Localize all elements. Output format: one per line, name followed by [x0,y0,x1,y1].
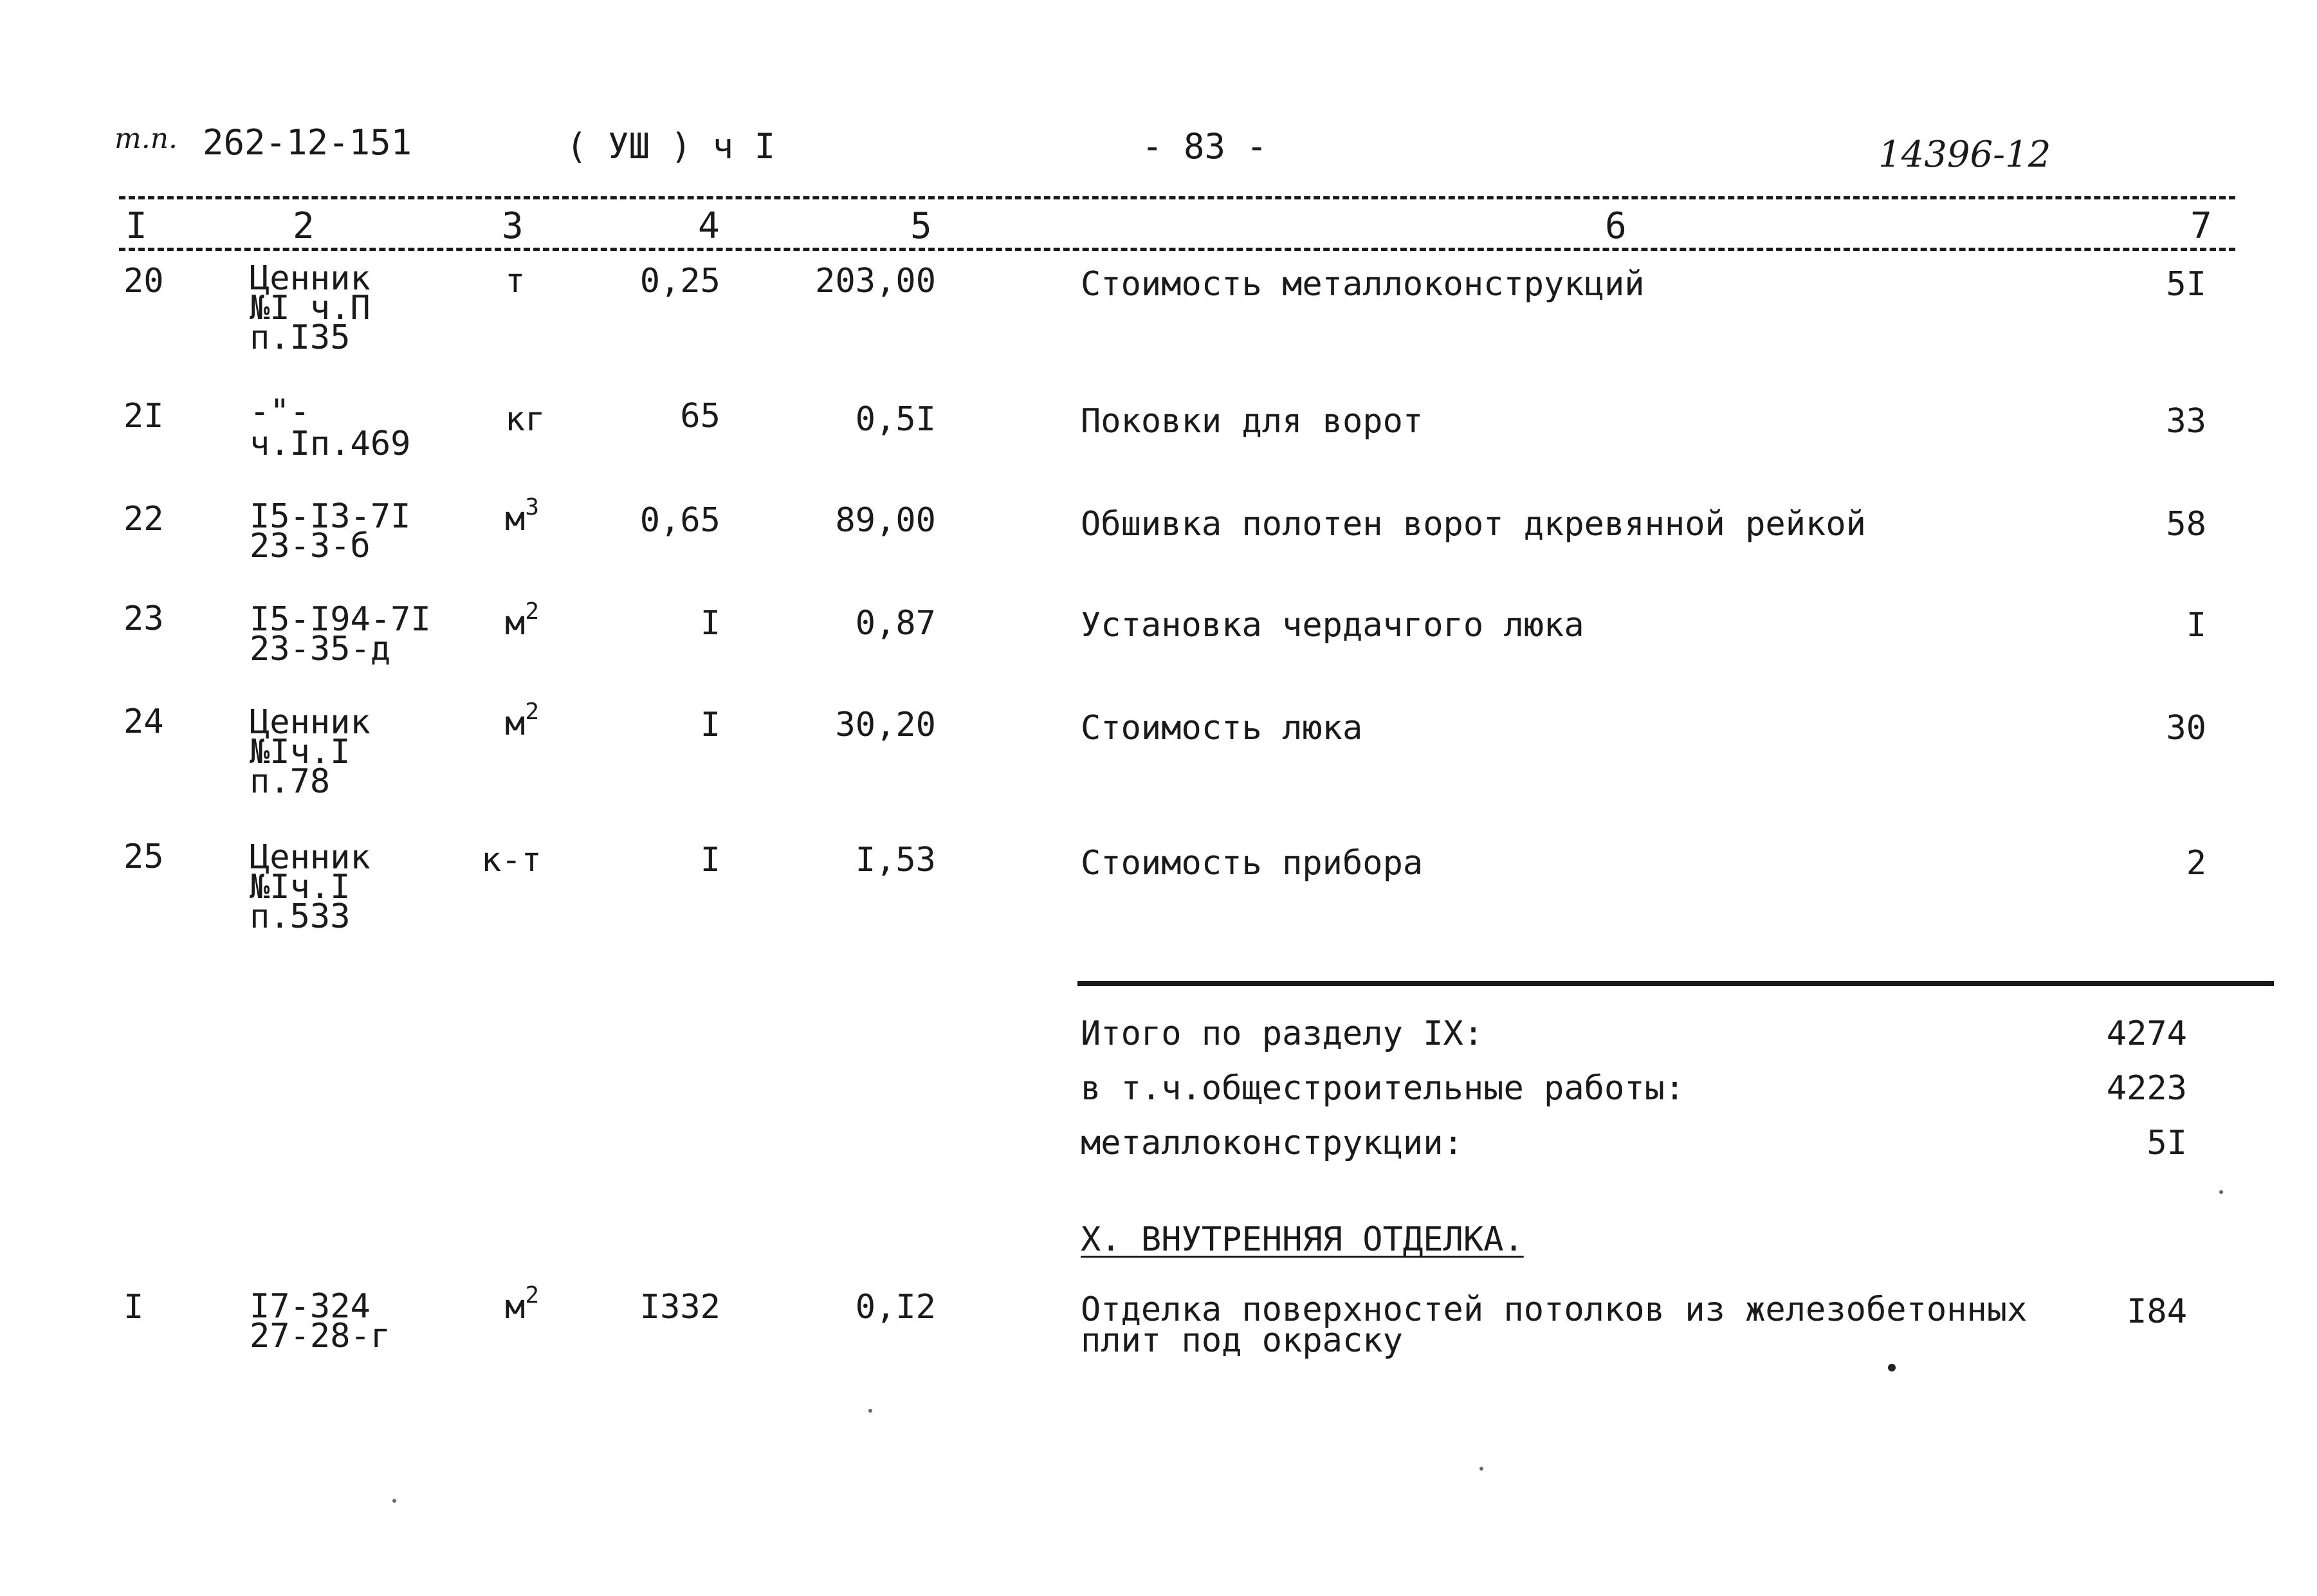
unit-exponent: 2 [525,598,539,625]
row-description-line: плит под окраску [1081,1321,1403,1360]
row-description: Стоимость люка [1081,709,1363,748]
unit-text: м [505,704,526,743]
row-code [250,838,371,936]
row-description [1081,1290,2028,1360]
scan-speck [1479,1467,1483,1471]
row-unit: кг [505,400,545,439]
header-bottom-rule [119,248,2235,251]
row-number: 20 [124,262,164,300]
scan-speck [392,1499,396,1503]
col-header-6: 6 [1605,205,1627,247]
row-quantity: 65 [680,397,720,436]
row-code-line: I5-I94-7I [250,600,431,639]
unit-text: м [505,604,526,643]
row-unit-price: 203,00 [815,262,936,300]
row-total: 30 [2166,709,2206,748]
row-code [250,1287,391,1355]
col-header-2: 2 [293,205,315,247]
row-quantity: I [700,841,720,879]
row-unit-price: 30,20 [835,706,936,744]
doc-prefix: т.п. [114,122,178,155]
row-unit-price: 89,00 [835,501,936,540]
summary-value: 4223 [2106,1069,2187,1108]
summary-rule [1077,981,2274,986]
row-quantity: 0,25 [639,262,720,300]
page-number: - 83 - [1142,126,1268,167]
row-total: I [2186,606,2206,645]
summary-label: в т.ч.общестроительные работы: [1081,1069,1685,1108]
row-code [250,703,371,801]
col-header-4: 4 [698,205,720,247]
row-total: 58 [2166,505,2206,544]
col-header-5: 5 [910,205,932,247]
row-unit: к-т [481,841,542,879]
row-number: 22 [124,500,164,538]
row-code [250,497,411,565]
row-quantity: 0,65 [639,501,720,540]
unit-exponent: 2 [525,1282,539,1308]
volume-label: ( УШ ) ч I [566,126,776,167]
row-total: 2 [2186,844,2206,883]
summary-value: 5I [2147,1124,2187,1162]
row-unit [505,494,539,538]
row-unit [505,699,539,743]
row-unit-price: 0,5I [855,400,936,439]
row-code-line: №Iч.I [250,733,351,771]
row-code-line: 27-28-г [250,1317,391,1355]
row-quantity: I [700,604,720,643]
row-total: I84 [2127,1292,2187,1331]
row-unit-price: 0,87 [855,604,936,643]
row-total: 33 [2166,402,2206,441]
row-code-line: №Iч.I [250,868,351,906]
row-description: Обшивка полотен ворот дкревянной рейкой [1081,505,1866,544]
row-code-line: 23-3-б [250,527,371,565]
section-title: Х. ВНУТРЕННЯЯ ОТДЕЛКА. [1081,1220,1524,1259]
summary-label: Итого по разделу IX: [1081,1014,1484,1053]
row-code-line: Ценник [250,703,371,742]
row-number: 25 [124,838,164,876]
row-code-line: Ценник [250,259,371,298]
row-number: 24 [124,702,164,741]
col-header-1: I [125,205,147,247]
scan-speck [1888,1364,1896,1371]
unit-text: м [505,500,526,538]
header-top-rule [119,196,2235,199]
project-number: 262-12-151 [203,122,412,163]
row-unit-price: I,53 [855,841,936,879]
row-code-line: I7-324 [250,1287,371,1326]
row-code-line: п.533 [250,897,351,936]
row-description-line: Отделка поверхностей потолков из железобетонных [1081,1290,2028,1329]
row-code [250,600,431,668]
row-code-line: ч.Iп.469 [250,425,411,463]
row-description: Стоимость металлоконструкций [1081,265,1645,304]
row-unit: т [505,262,526,300]
row-quantity: I332 [639,1288,720,1326]
row-code-line: Ценник [250,838,371,877]
row-code-line: п.78 [250,762,331,801]
row-number: 2I [124,397,164,436]
row-code [250,259,371,357]
row-code [250,392,411,463]
row-code-line: №I ч.П [250,289,371,327]
row-description: Уcтановка чердачгого люка [1081,606,1584,645]
unit-exponent: 2 [525,699,539,725]
row-code-line: п.I35 [250,318,351,357]
scan-speck [868,1409,872,1413]
row-unit [505,598,539,643]
row-code-line: -"- [250,392,310,431]
unit-exponent: 3 [525,494,539,520]
col-header-3: 3 [502,205,524,247]
summary-value: 4274 [2106,1014,2187,1053]
summary-label: металлоконструкции: [1081,1124,1463,1162]
row-description: Стоимость прибора [1081,844,1424,883]
unit-text: м [505,1288,526,1326]
row-number: I [124,1288,144,1326]
row-unit [505,1282,539,1326]
col-header-7: 7 [2190,205,2212,247]
row-total: 5I [2166,265,2206,304]
row-number: 23 [124,600,164,638]
scan-speck [2219,1190,2223,1194]
row-code-line: I5-I3-7I [250,497,411,536]
row-unit-price: 0,I2 [855,1288,936,1326]
archive-stamp: 14396-12 [1878,134,2051,176]
row-description: Поковки для ворот [1081,402,1424,441]
row-code-line: 23-35-д [250,630,391,668]
row-quantity: I [700,706,720,744]
